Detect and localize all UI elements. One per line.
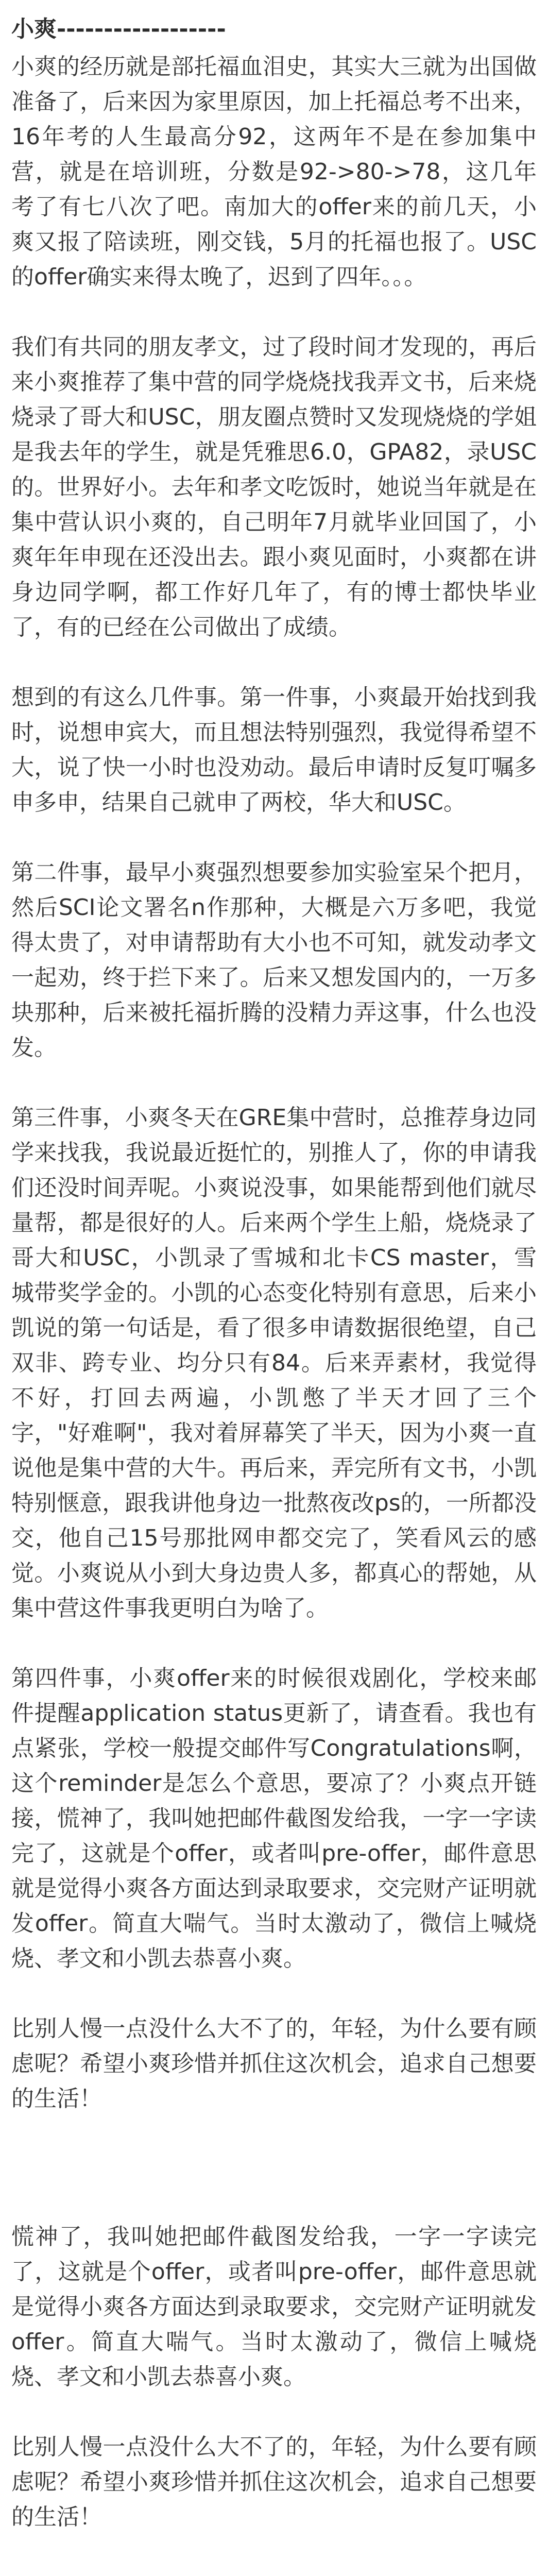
paragraph-third-thing: 第三件事，小爽冬天在GRE集中营时，总推荐身边同学来找我，我说最近挺忙的，别推人了，你的申请我们还没时间弄呢。小爽说没事，如果能帮到他们就尽量帮，都是很好的人。后来两个学生上船，烧烧录了哥大和USC，小凯录了雪城和北卡CS master，雪城带奖学金的。小凯的心态变化特别有意思，后来小凯说的第一句话是，看了很多申请数据很绝望，自己双非、跨专业、均分只有84。后来弄素材，我觉得不好，打回去两遍，小凯憋了半天才回了三个字，"好难啊"，我对着屏幕笑了半天，因为小爽一直说他是集中营的大牛。再后来，弄完所有文书，小凯特别惬意，跟我讲他身边一批熬夜改ps的，一所都没交，他自己15号那批网申都交完了，笑看风云的感觉。小爽说从小到大身边贵人多，都真心的帮她，从集中营这件事我更明白为啥了。 [11, 1105, 537, 1621]
section-spacer [11, 2116, 537, 2219]
paragraph-repeat-closing: 比别人慢一点没什么大不了的，年轻，为什么要有顾虑呢？希望小爽珍惜并抓住这次机会，追求自己想要的生活！ [11, 2434, 537, 2530]
paragraph-closing: 比别人慢一点没什么大不了的，年轻，为什么要有顾虑呢？希望小爽珍惜并抓住这次机会，追求自己想要的生活！ [11, 2015, 537, 2112]
paragraph-spacer [11, 1976, 537, 2011]
paragraph-spacer [11, 295, 537, 330]
paragraph-fourth-thing: 第四件事，小爽offer来的时候很戏剧化，学校来邮件提醒application status更新了，请查看。我也有点紧张，学校一般提交邮件写Congratulations啊，这个reminder是怎么个意思，要凉了？小爽点开链接，慌神了，我叫她把邮件截图发给我，一字一字读完了，这就是个offer，或者叫pre-offer，邮件意思就是觉得小爽各方面达到录取要求，交完财产证明就发offer。简直大喘气。当时太激动了，微信上喊烧烧、孝文和小凯去恭喜小爽。 [11, 1665, 537, 1972]
paragraph-spacer [11, 1626, 537, 1661]
paragraph-spacer [11, 820, 537, 855]
paragraph-repeat-offer: 慌神了，我叫她把邮件截图发给我，一字一字读完了，这就是个offer，或者叫pre-offer，邮件意思就是觉得小爽各方面达到录取要求，交完财产证明就发offer。简直大喘气。当时太激动了，微信上喊烧烧、孝文和小凯去恭喜小爽。 [11, 2224, 537, 2390]
paragraph-spacer [11, 1065, 537, 1100]
paragraph-spacer [11, 2395, 537, 2430]
paragraph-background: 小爽的经历就是部托福血泪史，其实大三就为出国做准备了，后来因为家里原因，加上托福总考不出来，16年考的人生最高分92，这两年不是在参加集中营，就是在培训班，分数是92->80->78，这几年考了有七八次了吧。南加大的offer来的前几天，小爽又报了陪读班，刚交钱，5月的托福也报了。USC的offer确实来得太晚了，迟到了四年。。。 [11, 54, 537, 290]
paragraph-first-thing: 想到的有这么几件事。第一件事，小爽最开始找到我时，说想申宾大，而且想法特别强烈，我觉得希望不大，说了快一小时也没劝动。最后申请时反复叮嘱多申多申，结果自己就申了两校，华大和USC。 [11, 684, 537, 816]
paragraph-spacer [11, 645, 537, 680]
paragraph-second-thing: 第二件事，最早小爽强烈想要参加实验室呆个把月，然后SCI论文署名n作那种，大概是六万多吧，我觉得太贵了，对申请帮助有大小也不可知，就发动孝文一起劝，终于拦下来了。后来又想发国内的，一万多块那种，后来被托福折腾的没精力弄这事，什么也没发。 [11, 859, 537, 1061]
paragraph-friends: 我们有共同的朋友孝文，过了段时间才发现的，再后来小爽推荐了集中营的同学烧烧找我弄文书，后来烧烧录了哥大和USC，朋友圈点赞时又发现烧烧的学姐是我去年的学生，就是凭雅思6.0，GPA82，录USC的。世界好小。去年和孝文吃饭时，她说当年就是在集中营认识小爽的，自己明年7月就毕业回国了，小爽年年申现在还没出去。跟小爽见面时，小爽都在讲身边同学啊，都工作好几年了，有的博士都快毕业了，有的已经在公司做出了成绩。 [11, 334, 537, 640]
page-title: 小爽------------------ [11, 16, 226, 42]
